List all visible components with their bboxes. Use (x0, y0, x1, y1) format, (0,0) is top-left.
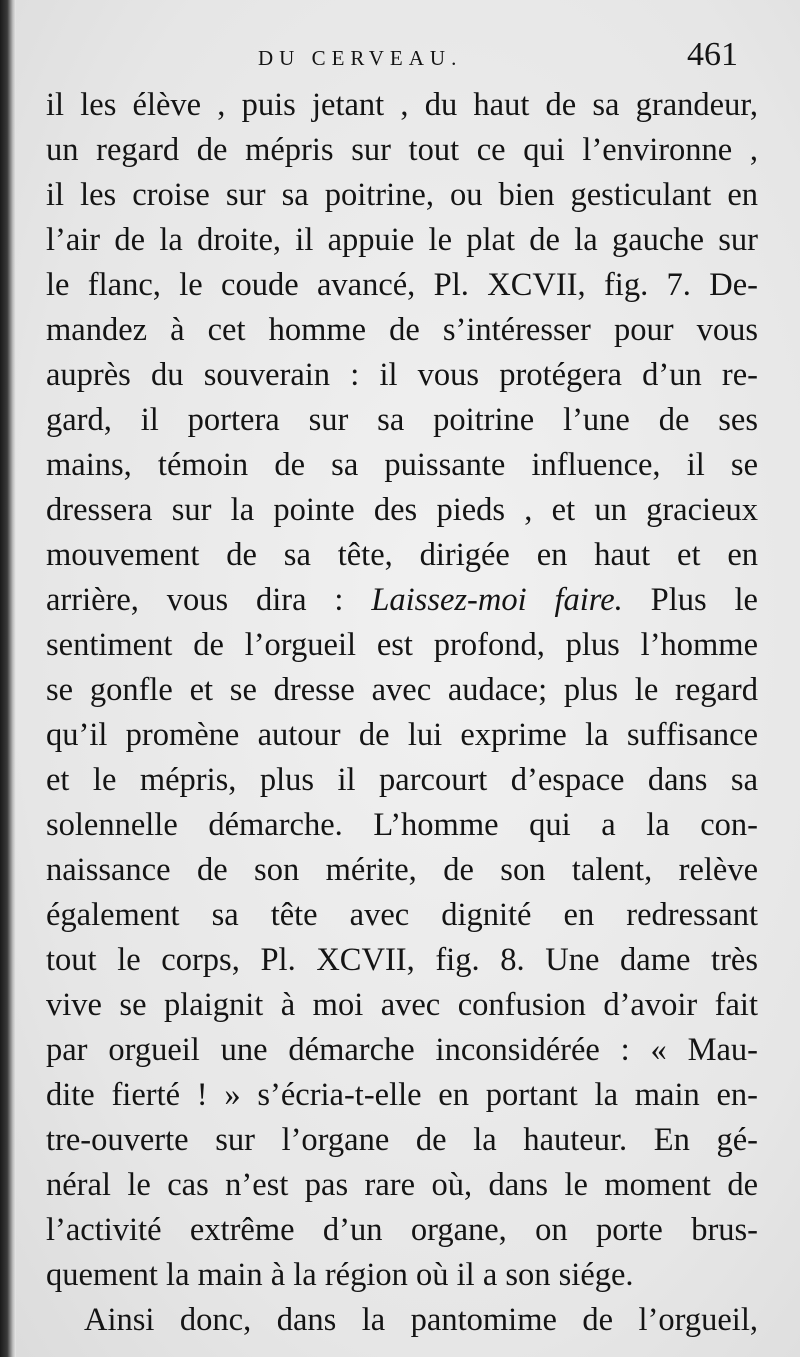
text-line (46, 443, 758, 488)
text-line (46, 353, 758, 398)
text-segment: arrière, vous dira : (46, 582, 372, 618)
text-line (46, 218, 758, 263)
text-segment: mandez à cet homme de s’intéresser pour vous (46, 312, 758, 348)
text-line (46, 1028, 758, 1073)
text-line (46, 1073, 758, 1118)
running-head (0, 36, 800, 76)
text-line (46, 1118, 758, 1163)
text-segment: par orgueil une démarche inconsidérée : « Mau- (46, 1032, 758, 1068)
text-segment: Ainsi donc, dans la pantomime de l’orgueil, (84, 1302, 758, 1338)
text-segment: vive se plaignit à moi avec confusion d’avoir fait (46, 987, 758, 1023)
text-line (46, 128, 758, 173)
text-line (46, 1163, 758, 1208)
text-segment: mouvement de sa tête, dirigée en haut et en (46, 537, 758, 573)
text-segment: naissance de son mérite, de son talent, relève (46, 852, 758, 888)
text-segment: il les élève , puis jetant , du haut de sa grandeur, (46, 87, 758, 123)
text-line (46, 893, 758, 938)
text-segment: dressera sur la pointe des pieds , et un gracieux (46, 492, 758, 528)
running-title: DU CERVEAU. (258, 46, 463, 70)
text-line (46, 803, 758, 848)
text-segment: tout le corps, Pl. XCVII, fig. 8. Une dame très (46, 942, 758, 978)
text-segment: tre-ouverte sur l’organe de la hauteur. En gé- (46, 1122, 758, 1158)
text-segment: l’air de la droite, il appuie le plat de la gauche sur (46, 222, 758, 258)
text-line (46, 173, 758, 218)
text-segment: sentiment de l’orgueil est profond, plus l’homme (46, 627, 758, 663)
text-line (46, 758, 758, 803)
text-segment: un regard de mépris sur tout ce qui l’environne , (46, 132, 758, 168)
text-line (46, 983, 758, 1028)
text-line (46, 578, 758, 623)
text-line (46, 83, 758, 128)
text-line (46, 398, 758, 443)
text-line (46, 668, 758, 713)
text-segment: le flanc, le coude avancé, Pl. XCVII, fig. 7. De- (46, 267, 758, 303)
text-segment: et le mépris, plus il parcourt d’espace dans sa (46, 762, 758, 798)
text-segment: également sa tête avec dignité en redressant (46, 897, 758, 933)
text-segment: néral le cas n’est pas rare où, dans le moment de (46, 1167, 758, 1203)
text-line (46, 1298, 758, 1343)
text-line (46, 533, 758, 578)
text-line (46, 623, 758, 668)
text-segment: mains, témoin de sa puissante influence, il se (46, 447, 758, 483)
text-line (46, 848, 758, 893)
text-segment: gard, il portera sur sa poitrine l’une de ses (46, 402, 758, 438)
text-line (46, 713, 758, 758)
text-line (46, 938, 758, 983)
text-segment: se gonfle et se dresse avec audace; plus le regard (46, 672, 758, 708)
text-line (46, 1208, 758, 1253)
text-line (46, 1253, 758, 1298)
text-segment: dite fierté ! » s’écria-t-elle en portant la main en- (46, 1077, 758, 1113)
binding-edge (0, 0, 16, 1357)
italic-text-segment: Laissez-moi faire. (371, 582, 623, 618)
text-segment: solennelle démarche. L’homme qui a la con- (46, 807, 758, 843)
text-line (46, 308, 758, 353)
text-segment: Plus le (622, 582, 758, 618)
text-segment: l’activité extrême d’un organe, on porte brus- (46, 1212, 758, 1248)
text-segment: il les croise sur sa poitrine, ou bien gesticulant en (46, 177, 758, 213)
text-segment: qu’il promène autour de lui exprime la suffisance (46, 717, 758, 753)
text-segment: quement la main à la région où il a son siége. (46, 1257, 634, 1293)
page-number: 461 (687, 36, 738, 73)
text-line (46, 488, 758, 533)
text-segment: auprès du souverain : il vous protégera d’un re- (46, 357, 758, 393)
text-line (46, 263, 758, 308)
body-text (46, 83, 758, 1343)
